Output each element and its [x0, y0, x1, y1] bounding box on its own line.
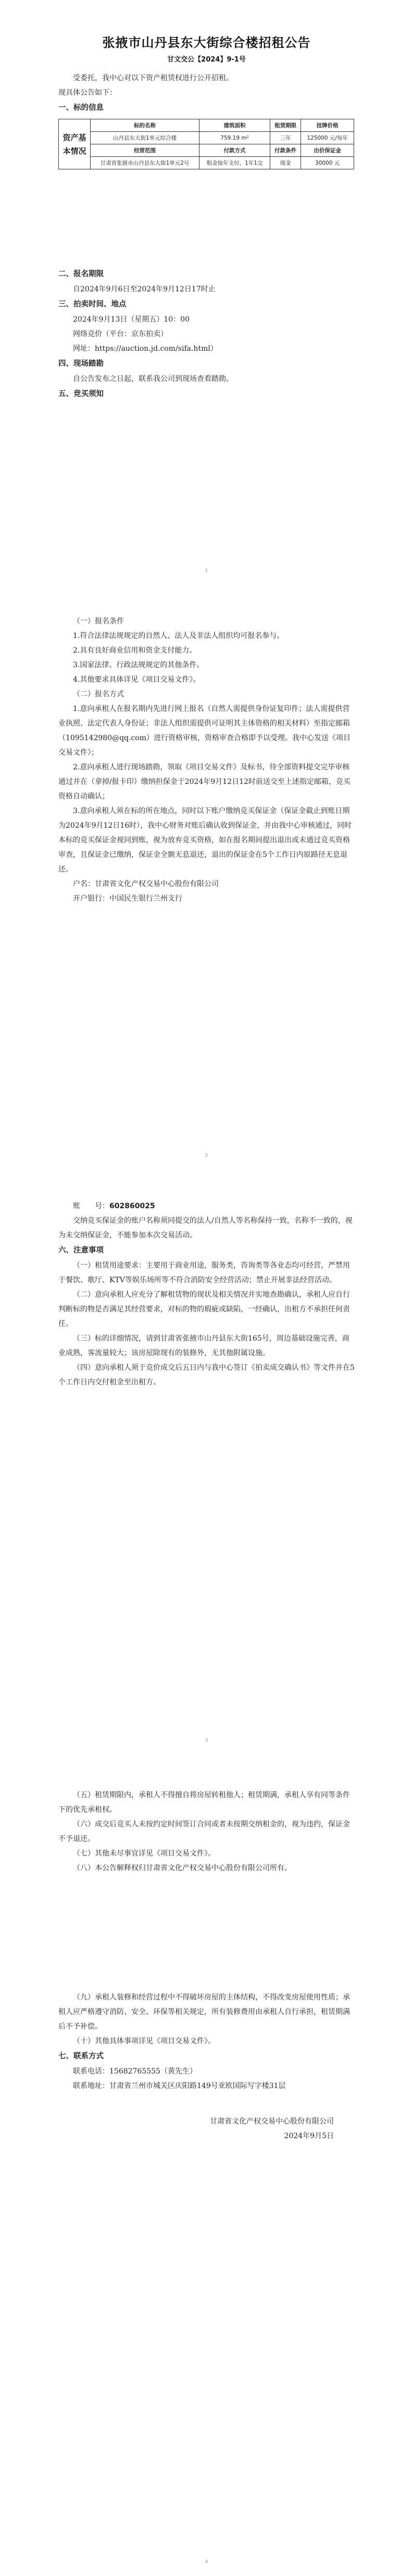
bank-account-name: 户名：甘肃省文化产权交易中心股份有限公司	[73, 880, 219, 888]
table-header: 出价保证金	[301, 144, 354, 157]
section-heading-notes: 六、注意事项	[58, 1246, 104, 1255]
auction-url: 网址：https://auction.jd.com/sifa.html）	[73, 345, 218, 353]
table-header: 挂牌价格	[301, 119, 354, 132]
condition-item: 4.其他要求具体详见《项目交易文件》。	[73, 676, 201, 684]
page-4	[0, 1755, 413, 2576]
section-heading-target: 一、标的信息	[58, 104, 104, 112]
notice-item: （二）意向承租人应充分了解租赁物的现状及相关情况并实地查勘确认，承租人应自行判断标的物是否满足其经营要求，对标的物的瑕疵或缺陷，一经确认，出租方不承担任何责任。	[58, 1291, 350, 1328]
signature-date: 2024年9月5日	[284, 2132, 334, 2140]
table-header: 标的名称	[91, 119, 199, 132]
page-1	[0, 0, 413, 585]
account-number: 602860025	[109, 1202, 155, 1210]
page-2	[0, 585, 413, 1170]
notice-item: （十）其他具体事项详见《项目交易文件》。	[73, 2037, 215, 2045]
condition-item: 2.具有良好商业信用和资金支付能力。	[73, 646, 197, 655]
table-header: 付款方式	[199, 144, 270, 157]
section-heading-contact: 七、联系方式	[58, 2052, 104, 2060]
table-cell: 租金按年支付，1年1交	[199, 157, 270, 169]
section-heading-registration: 二、报名期限	[58, 270, 104, 278]
account-label: 账 号：	[73, 1202, 109, 1210]
bank-name: 开户银行：中国民生银行兰州支行	[73, 894, 182, 903]
table-row	[59, 132, 354, 144]
table-cell: 现金	[270, 157, 301, 169]
table-cell: 甘肃省张掖市山丹县东大街1单元2号	[91, 157, 199, 169]
notice-item: （五）租赁期限内，承租人不得擅自将房屋转租他人；租赁期满，承租人享有同等条件下的优先承租权。	[58, 1791, 350, 1814]
condition-item: 1.符合法律法规规定的自然人、法人及非法人组织均可报名参与。	[73, 632, 284, 640]
intro-paragraph: 受委托，我中心对以下资产租赁权进行公开招租。	[73, 74, 233, 82]
table-cell: 30000 元	[301, 157, 354, 169]
table-row	[59, 157, 354, 169]
signature-organization: 甘肃省文化产权交易中心股份有限公司	[210, 2117, 334, 2126]
table-cell: 759.19 m²	[199, 132, 270, 144]
notice-item: （一）租赁用途要求：主要用于商业用途，服务类，咨询类等各业态均可经营，严禁用于餐饮、歌厅、KTV等娱乐场所等不符合消防安全经营活动；禁止开展非法经营活动。	[58, 1261, 350, 1284]
contact-address: 联系地址：甘肃省兰州市城关区庆阳路149号亚欧国际写字楼31层	[73, 2082, 286, 2090]
table-header: 经营范围	[91, 144, 199, 157]
deposit-note: 交纳竞买保证金的账户名称须同提交的法人/自然人等名称保持一致，名称不一致的，视为未交纳保证金，不能参加本次交易活动。	[58, 1217, 353, 1240]
intro-paragraph-2: 现具体公告如下：	[58, 89, 117, 97]
announcement-title: 张掖市山丹县东大街综合楼招租公告	[102, 35, 311, 50]
page-number: 1	[205, 568, 208, 573]
page-number: 4	[205, 2559, 208, 2565]
registration-period: 自2024年9月6日至2024年9月12日17时止	[73, 285, 216, 293]
section-heading-notice: 五、竞买须知	[58, 390, 104, 398]
table-header: 建筑面积	[199, 119, 270, 132]
notice-item: （六）成交后竞买人未按约定时间签订合同或者未按期交纳租金的，视为违约，保证金不予退还。	[58, 1820, 350, 1843]
notice-item: （三）标的详细情况，请到甘肃省张掖市山丹县东大街165号，周边基础设施完善，商业成熟，客流量较大；该房屋除现有的装修外，无其他附属设施。	[58, 1334, 349, 1357]
section-heading-auction: 三、拍卖时间、地点	[58, 300, 127, 309]
registration-step: 1.意向承租人在报名期内先进行网上报名（自然人需提供身份证复印件；法人需提供营业执照、法定代表人身份证；非法人组织需提供可证明其主体资格的相关材料）至指定邮箱（1095142980@qq.com）进行资格审核，资格审查合格即予以受理。我中心发送《项目交易文件》；	[58, 705, 351, 757]
asset-category-cell: 资产基本情况	[59, 119, 91, 169]
asset-info-table	[58, 119, 354, 169]
document-number: 甘文交公【2024】9-1号	[167, 56, 246, 64]
page-number: 3	[205, 1738, 208, 1743]
notice-item: （八）本公告解释权归甘肃省文化产权交易中心股份有限公司所有。	[73, 1864, 292, 1872]
page-number: 2	[205, 1153, 208, 1158]
page-3	[0, 1170, 413, 1755]
registration-step: 2.意向承租人进行现场踏勘，领取《项目交易文件》及标书，待全部资料提交完毕审核通过并在（拿掉/报卡印）缴纳担保金于2024年9月12日12时前送交至上述指定邮箱，竞买资格自动确认；	[58, 763, 351, 801]
account-number-line	[58, 1199, 355, 1213]
registration-step: 3.意向承租人须在标的所在地点，同时以下账户缴纳竞买保证金（保证金截止到账日期为2024年9月12日16时），我中心财务对账后确认收到保证金，并由我中心审核通过，同时本标的竞买保证金视同到账，视为放弃竞买资格，如在报名期间提出退出或未通过竞买资格审查，且保证金已缴纳，保证金全额无息退还，退出的保证金在5个工作日内原路径无息退还。	[58, 807, 352, 874]
inspection-text: 自公告发布之日起，联系我公司到现场查看踏勘。	[73, 375, 233, 383]
condition-item: 3.国家法律、行政法规规定的其他条件。	[73, 661, 204, 669]
table-cell: 三年	[270, 132, 301, 144]
auction-platform: 网络竞价（平台：京东拍卖）	[73, 330, 168, 338]
notice-item: （七）其他未尽事宜详见《项目交易文件》。	[73, 1849, 215, 1858]
notice-item: （四）意向承租人须于竞价成交后五日内与我中心签订《拍卖成交确认书》等文件并在5个工作日内交付租金至出租方。	[58, 1364, 355, 1387]
table-cell: 125000 元/每年	[301, 132, 354, 144]
subheading-method: （二）报名方式	[73, 690, 124, 698]
table-header: 付款条件	[270, 144, 301, 157]
table-header: 租赁期限	[270, 119, 301, 132]
contact-phone: 联系电话：15682765555（黄先生）	[73, 2067, 197, 2076]
subheading-conditions: （一）报名条件	[73, 617, 124, 625]
auction-time: 2024年9月13日（星期五）10：00	[73, 315, 190, 324]
notice-item: （九）承租人装修和经营过程中不得破坏房屋的主体结构，不得改变房屋使用性质；承租人应严格遵守消防、安全、环保等相关规定，所有装修费用由承租人自行承担，租赁期满后不予补偿。	[58, 1993, 350, 2031]
section-heading-inspection: 四、现场踏勘	[58, 360, 104, 368]
table-cell: 山丹县东大街1单元综合楼	[91, 132, 199, 144]
